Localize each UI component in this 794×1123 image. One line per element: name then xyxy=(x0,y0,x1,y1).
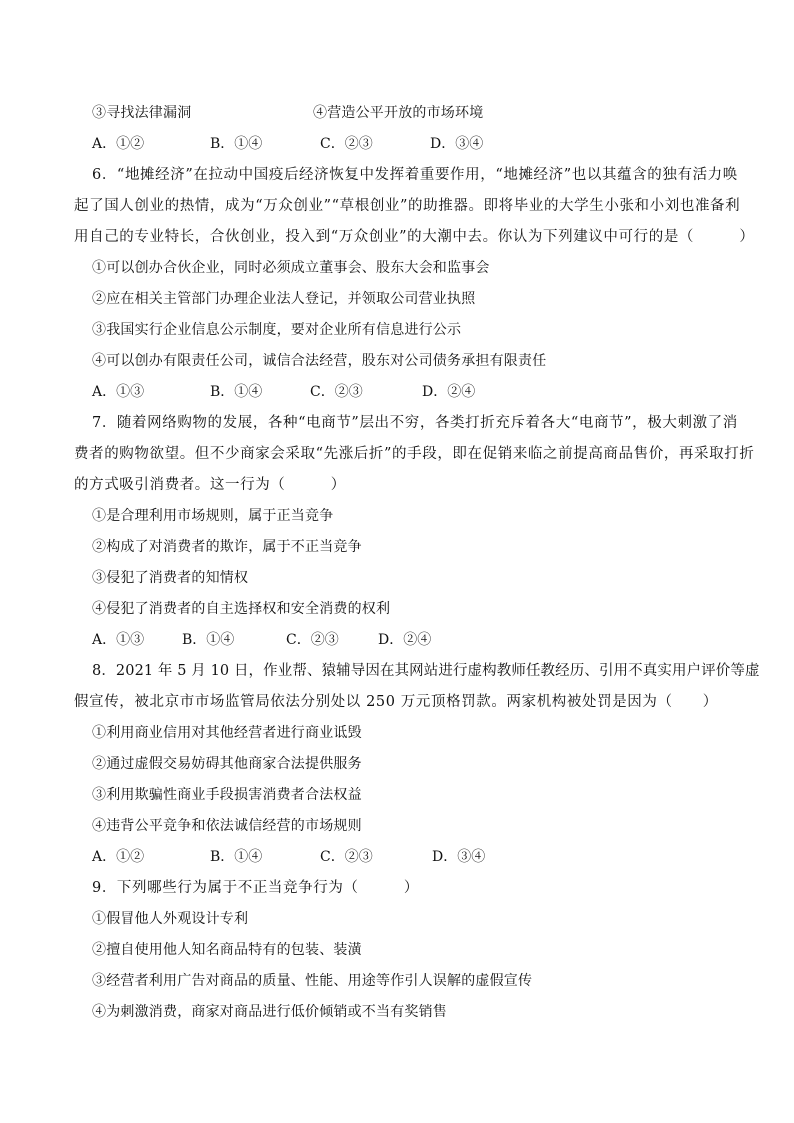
q8-stem-line-2: 假宣传，被北京市市场监管局依法分别处以 250 万元顶格罚款。两家机构被处罚是因为（ ） xyxy=(74,694,718,710)
q7-item-3: ③侵犯了消费者的知情权 xyxy=(92,570,249,586)
q5-item-4: ④营造公平开放的市场环境 xyxy=(313,105,484,121)
q6-item-3: ③我国实行企业信息公示制度，要对企业所有信息进行公示 xyxy=(92,322,462,338)
q6-item-2: ②应在相关主管部门办理企业法人登记，并领取公司营业执照 xyxy=(92,291,476,307)
q8-item-3: ③利用欺骗性商业手段损害消费者合法权益 xyxy=(92,787,362,803)
q7-stem-line-3: 的方式吸引消费者。这一行为（ ） xyxy=(74,477,346,493)
q5-option-a: A．①② xyxy=(92,136,145,152)
q6-option-d: D．②④ xyxy=(422,384,476,400)
q7-option-a: A．①③ xyxy=(92,632,145,648)
q7-item-2: ②构成了对消费者的欺诈，属于不正当竞争 xyxy=(92,539,362,555)
q6-stem-line-2: 起了国人创业的热情，成为“万众创业”“草根创业”的助推器。即将毕业的大学生小张和小刘也准备利 xyxy=(74,198,741,214)
q7-stem-line-2: 费者的购物欲望。但不少商家会采取“先涨后折”的手段，即在促销来临之前提高商品售价，再采取打折 xyxy=(74,446,755,462)
q5-item-3: ③寻找法律漏洞 xyxy=(92,105,192,121)
q6-item-1: ①可以创办合伙企业，同时必须成立董事会、股东大会和监事会 xyxy=(92,260,490,276)
q5-option-d: D．③④ xyxy=(430,136,484,152)
q8-option-d: D．③④ xyxy=(432,849,486,865)
q7-item-4: ④侵犯了消费者的自主选择权和安全消费的权利 xyxy=(92,601,391,617)
q8-option-b: B．①④ xyxy=(210,849,263,865)
q7-item-1: ①是合理利用市场规则，属于正当竞争 xyxy=(92,508,334,524)
q8-item-2: ②通过虚假交易妨碍其他商家合法提供服务 xyxy=(92,756,362,772)
q7-stem-line-1: 7．随着网络购物的发展，各种“电商节”层出不穷，各类打折充斥着各大“电商节”，极大刺激了消 xyxy=(92,415,738,431)
q9-item-4: ④为刺激消费，商家对商品进行低价倾销或不当有奖销售 xyxy=(92,1004,447,1020)
q9-item-3: ③经营者利用广告对商品的质量、性能、用途等作引人误解的虚假宣传 xyxy=(92,973,533,989)
q6-option-c: C．②③ xyxy=(310,384,363,400)
q6-option-a: A．①③ xyxy=(92,384,145,400)
q7-option-b: B．①④ xyxy=(182,632,235,648)
q7-option-c: C．②③ xyxy=(286,632,339,648)
q6-option-b: B．①④ xyxy=(210,384,263,400)
q8-item-4: ④违背公平竞争和依法诚信经营的市场规则 xyxy=(92,818,362,834)
q9-stem-line-1: 9．下列哪些行为属于不正当竞争行为（ ） xyxy=(92,880,419,896)
q9-item-1: ①假冒他人外观设计专利 xyxy=(92,911,249,927)
q6-item-4: ④可以创办有限责任公司，诚信合法经营，股东对公司债务承担有限责任 xyxy=(92,353,547,369)
q9-item-2: ②擅自使用他人知名商品特有的包装、装潢 xyxy=(92,942,362,958)
q8-option-a: A．①② xyxy=(92,849,145,865)
q5-option-b: B．①④ xyxy=(210,136,263,152)
q8-item-1: ①利用商业信用对其他经营者进行商业诋毁 xyxy=(92,725,362,741)
q8-stem-line-1: 8．2021 年 5 月 10 日，作业帮、猿辅导因在其网站进行虚构教师任教经历、引用不真实用户评价等虚 xyxy=(92,663,760,679)
q6-stem-line-3: 用自己的专业特长，合伙创业，投入到“万众创业”的大潮中去。你认为下列建议中可行的是（ ） xyxy=(74,229,755,245)
q7-option-d: D．②④ xyxy=(378,632,432,648)
q5-option-c: C．②③ xyxy=(320,136,373,152)
q6-stem-line-1: 6．“地摊经济”在拉动中国疫后经济恢复中发挥着重要作用，“地摊经济”也以其蕴含的独有活力唤 xyxy=(92,167,738,183)
q8-option-c: C．②③ xyxy=(320,849,373,865)
